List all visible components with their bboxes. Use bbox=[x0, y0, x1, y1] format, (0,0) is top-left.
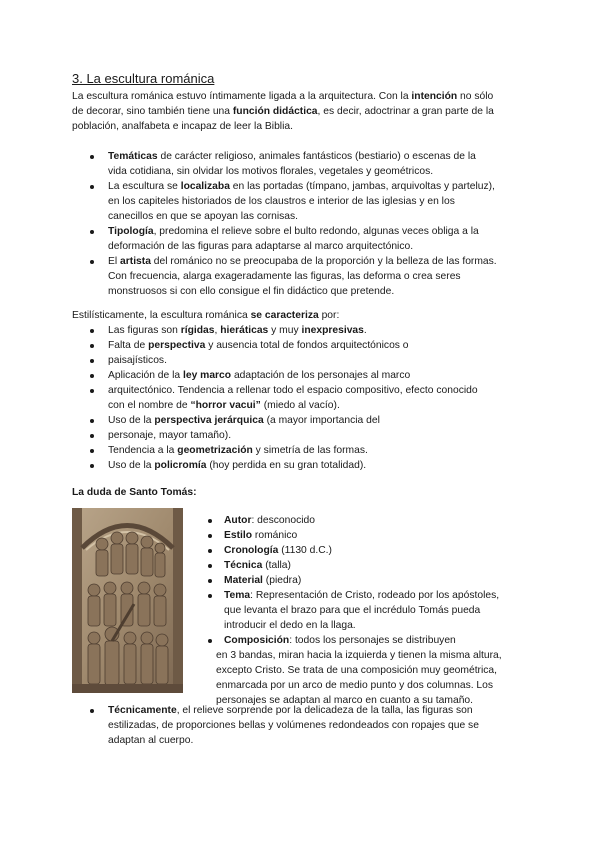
bullet-icon bbox=[208, 534, 212, 538]
relief-sculpture-image bbox=[72, 508, 183, 693]
list-item-line bbox=[108, 164, 433, 179]
bullet-icon bbox=[90, 359, 94, 363]
bullet-icon bbox=[208, 639, 212, 643]
list-item-line bbox=[108, 338, 409, 353]
bullet-icon bbox=[90, 449, 94, 453]
list-item-line bbox=[108, 383, 478, 398]
list-item-line bbox=[108, 703, 473, 718]
list-item-line bbox=[108, 284, 394, 299]
text-run: (a mayor importancia del bbox=[263, 415, 380, 426]
text-run: Con frecuencia, alarga exageradamente las figuras, las deforma o crea seres bbox=[108, 271, 461, 282]
text-run: arquitectónico. Tendencia a rellenar todo el espacio compositivo, efecto conocido bbox=[108, 385, 478, 396]
text-run: románico bbox=[252, 530, 298, 541]
text-run: enmarcada por un arco de medio punto y dos columnas. Los bbox=[216, 680, 494, 691]
paragraph-line bbox=[72, 308, 339, 323]
artwork-detail bbox=[224, 603, 480, 618]
bold-term: Tipología bbox=[108, 226, 154, 237]
bold-term: intención bbox=[411, 91, 458, 102]
artwork-detail bbox=[224, 588, 499, 603]
bullet-icon bbox=[208, 579, 212, 583]
bold-term: ley marco bbox=[182, 370, 232, 381]
text-run: en 3 bandas, miran hacia la izquierda y tienen la misma altura, bbox=[216, 650, 502, 661]
bullet-icon bbox=[208, 549, 212, 553]
bullet-icon bbox=[208, 594, 212, 598]
bullet-icon bbox=[90, 230, 94, 234]
artwork-detail bbox=[216, 663, 497, 678]
bold-term: localizaba bbox=[180, 181, 230, 192]
intro-line bbox=[72, 119, 293, 134]
section-heading: 3. La escultura románica bbox=[72, 71, 215, 86]
text-run: Estilísticamente, la escultura románica bbox=[72, 310, 251, 321]
text-run: (1130 d.C.) bbox=[278, 545, 332, 556]
bold-term: inexpresivas bbox=[301, 325, 364, 336]
bullet-icon bbox=[90, 709, 94, 713]
text-run: La escultura se bbox=[108, 181, 181, 192]
text-run: , predomina el relieve sobre el bulto redondo, algunas veces obliga a la bbox=[153, 226, 479, 237]
text-run: Las figuras son bbox=[108, 325, 181, 336]
bullet-icon bbox=[90, 374, 94, 378]
text-run: (hoy perdida en su gran totalidad). bbox=[206, 460, 367, 471]
list-item-line bbox=[108, 718, 479, 733]
bullet-icon bbox=[90, 260, 94, 264]
bullet-icon bbox=[90, 434, 94, 438]
bold-term: Temáticas bbox=[108, 151, 158, 162]
text-run: del románico no se preocupaba de la proporción y la belleza de las formas. bbox=[150, 256, 497, 267]
bold-term: Técnica bbox=[224, 560, 263, 571]
bold-term: función didáctica bbox=[232, 106, 318, 117]
list-item-line bbox=[108, 239, 413, 254]
text-run: Tendencia a la bbox=[108, 445, 178, 456]
text-run: El bbox=[108, 256, 121, 267]
text-run: , es decir, adoctrinar a gran parte de la bbox=[317, 106, 494, 117]
text-run: en los capiteles historiados de los claustros e interior de las iglesias y en los bbox=[108, 196, 455, 207]
list-item-line bbox=[108, 269, 461, 284]
bold-term: artista bbox=[120, 256, 151, 267]
list-item-line bbox=[108, 428, 231, 443]
text-run: en las portadas (tímpano, jambas, arquivoltas y parteluz), bbox=[229, 181, 495, 192]
artwork-detail bbox=[224, 513, 315, 528]
intro-line bbox=[72, 89, 493, 104]
bold-term: geometrización bbox=[177, 445, 253, 456]
bold-term: Composición bbox=[224, 635, 290, 646]
text-run: que levanta el brazo para que el incrédulo Tomás pueda bbox=[224, 605, 481, 616]
text-run: (talla) bbox=[262, 560, 291, 571]
list-item-line bbox=[108, 368, 410, 383]
artwork-detail bbox=[224, 573, 301, 588]
bullet-icon bbox=[90, 464, 94, 468]
artwork-detail bbox=[216, 648, 502, 663]
artwork-detail bbox=[216, 678, 493, 693]
text-run: : Representación de Cristo, rodeado por los apóstoles, bbox=[250, 590, 500, 601]
text-run: adaptan al cuerpo. bbox=[108, 735, 194, 746]
list-item-line bbox=[108, 353, 167, 368]
text-run: Uso de la bbox=[108, 415, 155, 426]
text-run: estilizadas, de proporciones bellas y volúmenes redondeados con ropajes que se bbox=[108, 720, 479, 731]
text-run: personajes se adaptan al marco en cuanto a su tamaño. bbox=[216, 695, 474, 706]
list-item-line bbox=[108, 413, 380, 428]
bold-term: Tema bbox=[224, 590, 251, 601]
bold-term: Técnicamente bbox=[108, 705, 177, 716]
list-item-line bbox=[108, 323, 367, 338]
bold-term: “horror vacui” bbox=[190, 400, 261, 411]
text-run: , bbox=[214, 325, 221, 336]
text-run: no sólo bbox=[457, 91, 494, 102]
list-item-line bbox=[108, 149, 476, 164]
text-run: por: bbox=[318, 310, 340, 321]
text-run: (piedra) bbox=[262, 575, 302, 586]
bullet-icon bbox=[90, 389, 94, 393]
text-run: monstruosos si con ello consigue el fin didáctico que pretende. bbox=[108, 286, 395, 297]
sculpture-illustration bbox=[72, 508, 183, 693]
list-item-line bbox=[108, 209, 298, 224]
text-run: población, analfabeta e incapaz de leer la Biblia. bbox=[72, 121, 293, 132]
text-run: canecillos en que se apoyan las cornisas. bbox=[108, 211, 299, 222]
artwork-detail bbox=[224, 528, 297, 543]
bold-term: Material bbox=[224, 575, 263, 586]
bold-term: rígidas bbox=[180, 325, 215, 336]
text-run: (miedo al vacío). bbox=[260, 400, 340, 411]
text-run: y ausencia total de fondos arquitectónicos o bbox=[205, 340, 409, 351]
bullet-icon bbox=[90, 185, 94, 189]
text-run: : desconocido bbox=[251, 515, 315, 526]
artwork-detail bbox=[224, 543, 332, 558]
bullet-icon bbox=[90, 344, 94, 348]
text-run: y muy bbox=[268, 325, 302, 336]
list-item-line bbox=[108, 733, 193, 748]
list-item-line bbox=[108, 179, 495, 194]
text-run: vida cotidiana, sin olvidar los motivos florales, vegetales y geométricos. bbox=[108, 166, 434, 177]
text-run: . bbox=[363, 325, 367, 336]
bold-term: Estilo bbox=[224, 530, 253, 541]
bullet-icon bbox=[90, 419, 94, 423]
list-item-line bbox=[108, 443, 368, 458]
bold-term: Cronología bbox=[224, 545, 279, 556]
text-run: excepto Cristo. Se trata de una composición muy geométrica, bbox=[216, 665, 498, 676]
text-run: La escultura románica estuvo íntimamente ligada a la arquitectura. Con la bbox=[72, 91, 412, 102]
bold-term: se caracteriza bbox=[250, 310, 319, 321]
intro-line bbox=[72, 104, 494, 119]
text-run: de carácter religioso, animales fantásticos (bestiario) o escenas de la bbox=[157, 151, 476, 162]
text-run: : todos los personajes se distribuyen bbox=[289, 635, 456, 646]
text-run: Uso de la bbox=[108, 460, 155, 471]
text-run: Aplicación de la bbox=[108, 370, 183, 381]
text-run: con el nombre de bbox=[108, 400, 191, 411]
list-item-line bbox=[108, 224, 479, 239]
text-run: Falta de bbox=[108, 340, 149, 351]
artwork-title: La duda de Santo Tomás: bbox=[72, 487, 197, 498]
list-item-line bbox=[108, 254, 497, 269]
bold-term: hieráticas bbox=[220, 325, 269, 336]
artwork-detail bbox=[224, 618, 356, 633]
text-run: y simetría de las formas. bbox=[252, 445, 368, 456]
list-item-line bbox=[108, 398, 340, 413]
bullet-icon bbox=[90, 329, 94, 333]
bold-term: policromía bbox=[154, 460, 207, 471]
text-run: adaptación de los personajes al marco bbox=[231, 370, 411, 381]
artwork-detail bbox=[224, 633, 456, 648]
text-run: personaje, mayor tamaño). bbox=[108, 430, 232, 441]
list-item-line bbox=[108, 194, 455, 209]
list-item-line bbox=[108, 458, 366, 473]
text-run: deformación de las figuras para adaptarse al marco arquitectónico. bbox=[108, 241, 414, 252]
text-run: de decorar, sino también tiene una bbox=[72, 106, 233, 117]
bullet-icon bbox=[208, 564, 212, 568]
bullet-icon bbox=[208, 519, 212, 523]
text-run: , el relieve sorprende por la delicadeza de la talla, las figuras son bbox=[176, 705, 473, 716]
bold-term: Autor bbox=[224, 515, 252, 526]
bullet-icon bbox=[90, 155, 94, 159]
text-run: introducir el dedo en la llaga. bbox=[224, 620, 356, 631]
bold-term: perspectiva bbox=[148, 340, 206, 351]
bold-term: perspectiva jerárquica bbox=[154, 415, 264, 426]
artwork-detail bbox=[224, 558, 291, 573]
text-run: paisajísticos. bbox=[108, 355, 167, 366]
